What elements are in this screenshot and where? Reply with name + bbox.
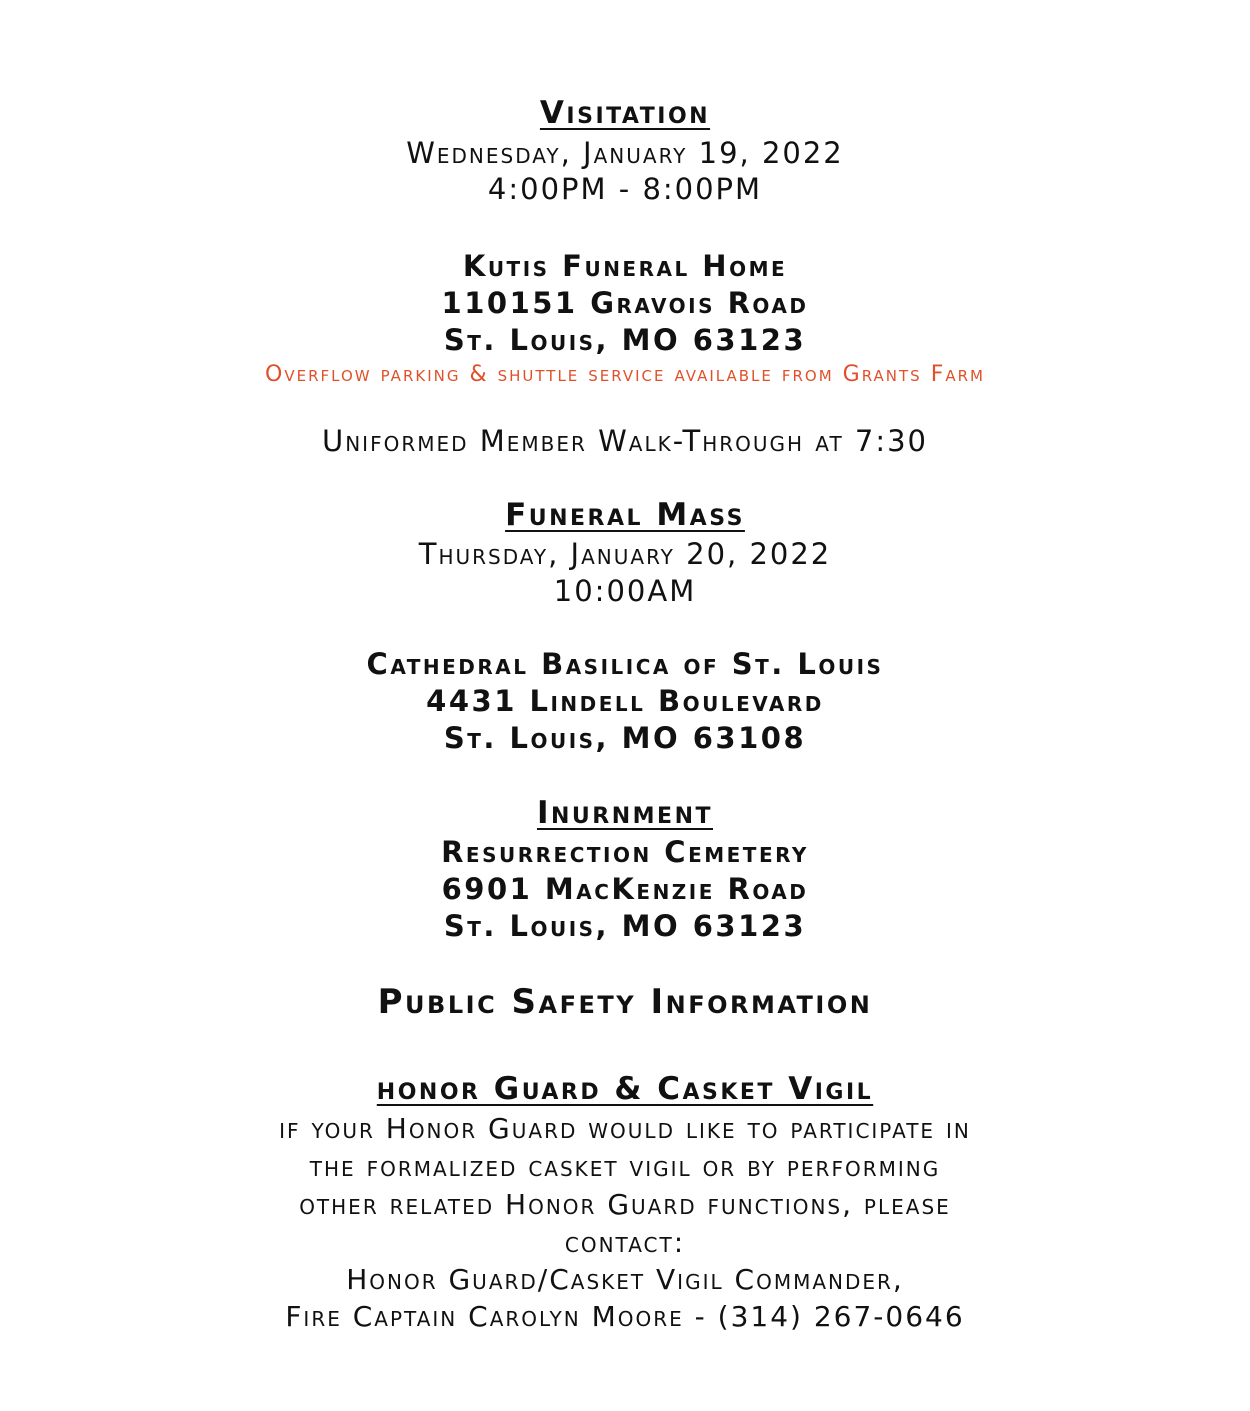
- visitation-time: 4:00PM - 8:00PM: [487, 172, 763, 206]
- parking-note: Overflow parking & shuttle service available from Grants Farm: [265, 362, 985, 387]
- honor-guard-body-line: contact:: [564, 1226, 686, 1259]
- visitation-city: St. Louis, MO 63123: [443, 323, 807, 357]
- visitation-date: Wednesday, January 19, 2022: [406, 136, 844, 170]
- visitation-street: 110151 Gravois Road: [441, 286, 809, 320]
- public-safety-title: Public Safety Information: [377, 982, 873, 1022]
- inurnment-street: 6901 MacKenzie Road: [441, 872, 809, 906]
- honor-guard-body-line: if your Honor Guard would like to participate in: [279, 1112, 971, 1145]
- honor-guard-contact: Fire Captain Carolyn Moore - (314) 267-0646: [285, 1300, 965, 1333]
- funeral-mass-heading: Funeral Mass: [505, 497, 745, 533]
- funeral-mass-street: 4431 Lindell Boulevard: [426, 684, 824, 718]
- honor-guard-body-line: the formalized casket vigil or by performing: [309, 1150, 941, 1183]
- visitation-heading: Visitation: [539, 95, 711, 131]
- inurnment-heading: Inurnment: [536, 795, 713, 831]
- walkthrough-note: Uniformed Member Walk-Through at 7:30: [321, 424, 928, 458]
- funeral-mass-date: Thursday, January 20, 2022: [418, 537, 832, 571]
- honor-guard-commander: Honor Guard/Casket Vigil Commander,: [346, 1263, 904, 1296]
- honor-guard-body-line: other related Honor Guard functions, please: [299, 1188, 951, 1221]
- funeral-mass-time: 10:00AM: [553, 574, 697, 608]
- funeral-mass-venue: Cathedral Basilica of St. Louis: [366, 647, 884, 681]
- honor-guard-heading: honor Guard & Casket Vigil: [376, 1071, 874, 1107]
- visitation-venue: Kutis Funeral Home: [462, 249, 788, 283]
- funeral-mass-city: St. Louis, MO 63108: [443, 721, 807, 755]
- inurnment-city: St. Louis, MO 63123: [443, 909, 807, 943]
- inurnment-venue: Resurrection Cemetery: [441, 835, 809, 869]
